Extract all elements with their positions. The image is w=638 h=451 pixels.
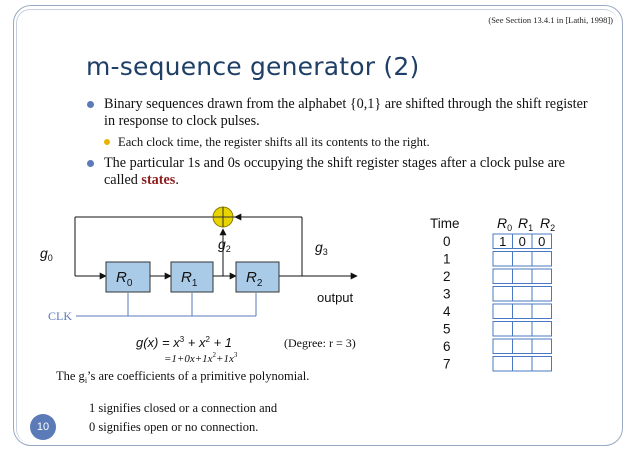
poly-exp2: 2 [205,335,210,344]
state-cell [493,252,513,267]
connection-note-1: 1 signifies closed or a connection and [89,401,278,415]
state-cell [513,287,533,302]
hdr-r0-letter: R [497,215,508,231]
state-table [430,215,555,372]
g0-sub: 0 [47,253,53,263]
g3-sub: 3 [322,247,328,257]
coefficient-note [56,369,309,385]
degree-note: (Degree: r = 3) [284,336,356,350]
state-cell [493,304,513,319]
time-value: 5 [443,321,451,337]
polynomial [136,335,232,350]
poly-plus2: + 1 [209,335,232,350]
g2-letter: g [218,236,226,252]
state-bit: 1 [499,234,507,249]
r0-sub: 0 [126,278,133,289]
state-cell [532,322,552,337]
reference-note: (See Section 13.4.1 in [Lathi, 1998]) [488,15,613,25]
r2-letter: R [246,269,257,286]
r1-sub: 1 [191,278,198,289]
time-value: 2 [443,269,451,284]
g0-letter: g [40,245,48,261]
hdr-r1-letter: R [518,215,529,231]
state-cell [532,269,552,284]
g2-label [218,236,231,254]
state-cell [493,322,513,337]
bullet-text: The particular 1s and 0s occupying the shift register stages after a clock pulse are called [104,155,565,188]
state-cell [513,357,533,372]
coeff-note-sub: i [84,376,88,385]
page-number: 10 [30,414,56,440]
table-rows [443,234,552,372]
g3-label [315,239,328,257]
state-cell [532,304,552,319]
bullet-text: Binary sequences drawn from the alphabet {0,1} are shifted through the shift register in response to clock pulses. [104,96,588,129]
hdr-r2-sub: 2 [550,223,556,233]
time-value: 1 [443,251,451,267]
time-value: 3 [443,286,451,302]
sub-bullet-text: Each clock time, the register shifts all its contents to the right. [118,135,430,149]
coeff-note-b: ’s are coefficients of a primitive polynomial. [87,369,310,383]
hdr-r2-letter: R [540,215,551,231]
g3-letter: g [315,239,323,255]
coeff-note-a: The g [56,369,85,383]
state-cell [493,269,513,284]
g0-label [40,245,53,263]
clk-label: CLK [48,309,72,323]
state-cell [513,322,533,337]
state-bit: 0 [518,234,526,249]
poly-expanded-a: =1+0x+1x [164,353,213,365]
state-cell [493,287,513,302]
time-value: 6 [443,339,451,354]
hdr-r1-sub: 1 [528,223,534,233]
table-header-r2 [540,215,555,233]
g2-sub: 2 [225,244,231,254]
hdr-r0-sub: 0 [507,223,513,233]
connection-note-2: 0 signifies open or no connection. [89,420,259,434]
poly-plus1: + x [184,335,206,350]
time-value: 0 [443,234,451,249]
poly-lhs: g(x) = x [136,335,180,350]
time-value: 7 [443,356,451,372]
r2-sub: 2 [256,278,263,289]
state-cell [532,357,552,372]
r0-letter: R [116,269,127,286]
time-header: Time [430,216,460,231]
state-bit: 0 [538,234,546,249]
state-cell [513,339,533,354]
state-cell [532,339,552,354]
table-header-r1 [518,215,533,233]
poly-expanded-b: +1x [216,353,234,365]
slide-title: m-sequence generator (2) [86,52,420,81]
poly-expanded-exp-b: 3 [233,351,238,359]
r1-letter: R [181,269,192,286]
state-cell [513,252,533,267]
polynomial-expanded [164,351,238,365]
states-term: states [141,172,176,188]
state-cell [493,339,513,354]
state-cell [513,304,533,319]
time-value: 4 [443,304,451,319]
bullet-text-end: . [175,172,179,188]
poly-expanded-exp-a: 2 [212,351,217,359]
output-label: output [317,290,354,305]
table-header-r0 [497,215,512,233]
state-cell [513,269,533,284]
state-cell [532,287,552,302]
state-cell [532,252,552,267]
poly-exp3: 3 [179,335,185,344]
state-cell [493,357,513,372]
